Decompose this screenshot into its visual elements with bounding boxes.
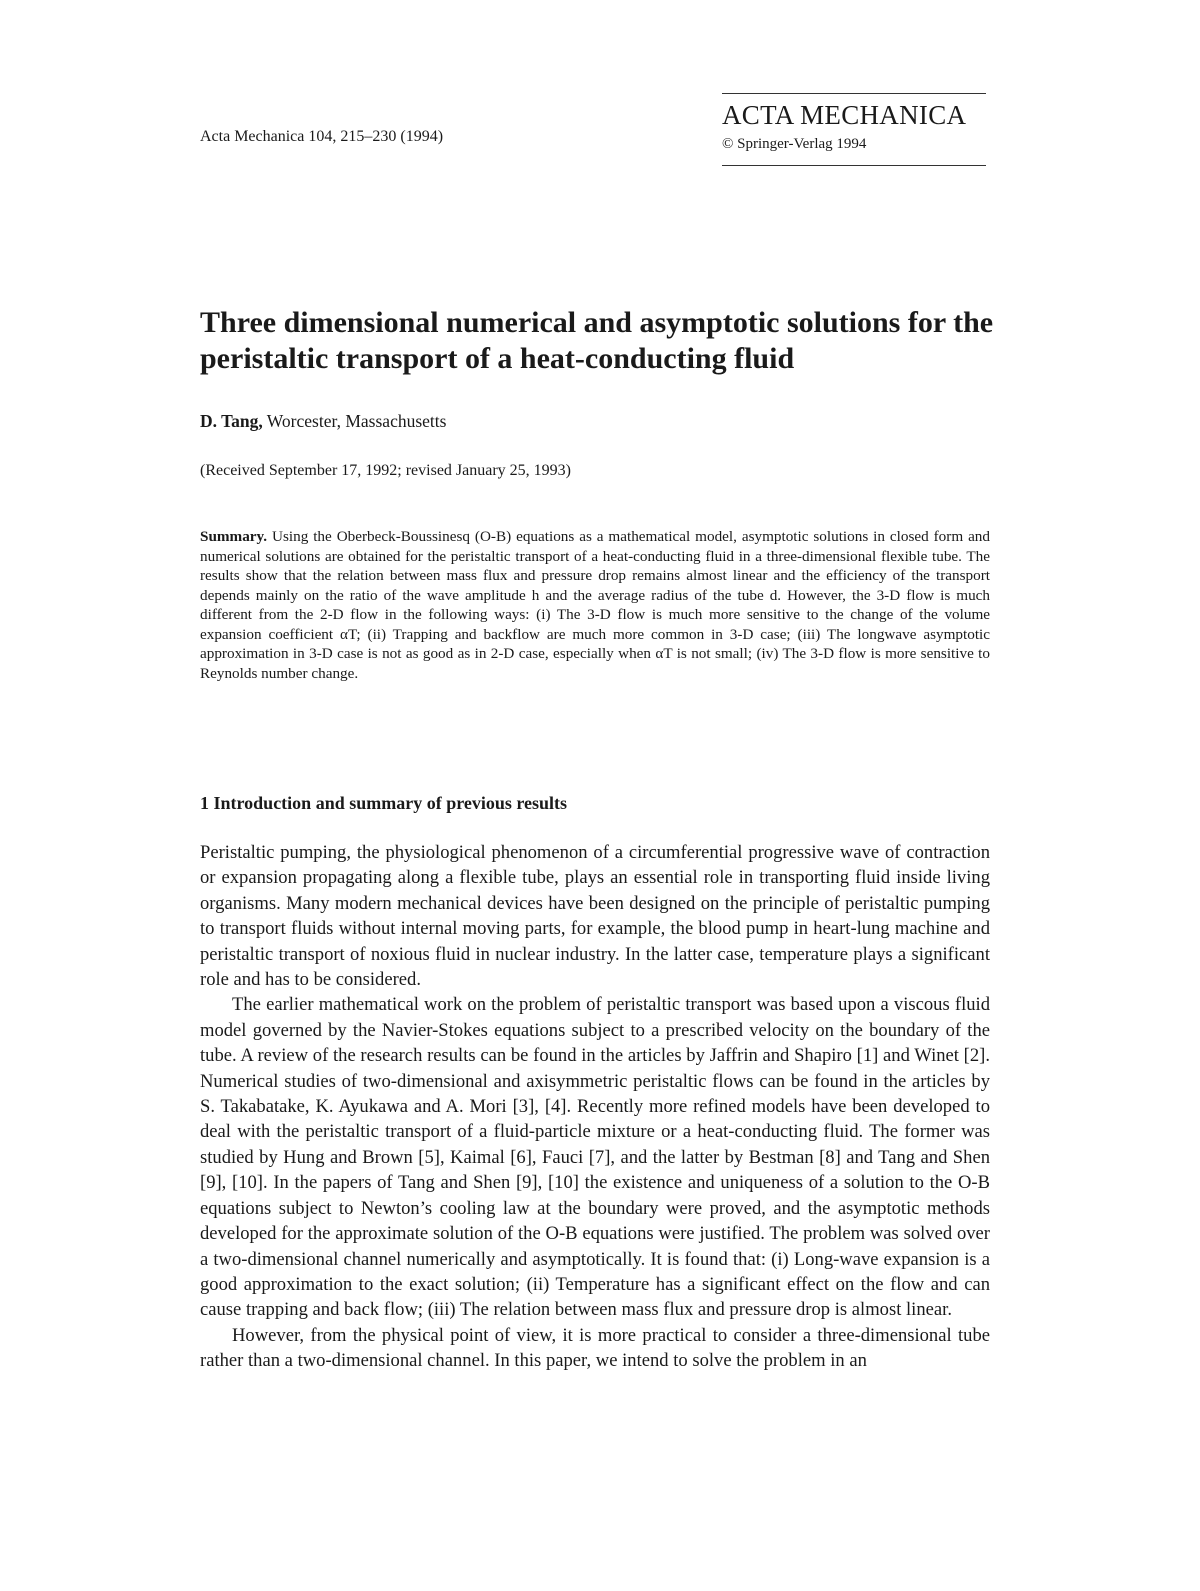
masthead-top-rule	[722, 93, 986, 94]
copyright-notice: © Springer-Verlag 1994	[722, 136, 867, 152]
body-paragraph: However, from the physical point of view, it is more practical to consider a three-dimensional tube rather than a two-dimensional channel. In this paper, we intend to solve the problem in an	[200, 1324, 990, 1372]
abstract-text: Using the Oberbeck-Boussinesq (O-B) equations as a mathematical model, asymptotic solutions in closed form and numerical solutions are obtained for the peristaltic transport of a heat-conducting fluid in a three-dimensional flexible tube. The results show that the relation between mass flux and pressure drop remains almost linear and the efficiency of the transport depends mainly on the ratio of the wave amplitude h and the average radius of the tube d. However, the 3-D flow is much different from the 2-D flow in the following ways: (i) The 3-D flow is much more sensitive to the change of the volume expansion coefficient αT; (ii) Trapping and backflow are much more common in 3-D case; (iii) The longwave asymptotic approximation in 3-D case is not as good as in 2-D case, especially when αT is not small; (iv) The 3-D flow is more sensitive to Reynolds number change.	[200, 528, 990, 682]
body-paragraph: Peristaltic pumping, the physiological phenomenon of a circumferential progressive wave of contraction or expansion propagating along a flexible tube, plays an essential role in transporting fluid inside living organisms. Many modern mechanical devices have been designed on the principle of peristaltic pumping to transport fluids without internal moving parts, for example, the blood pump in heart-lung machine and peristaltic transport of noxious fluid in nuclear industry. In the latter case, temperature plays a significant role and has to be considered.	[200, 842, 990, 991]
journal-masthead	[722, 93, 986, 166]
author-line	[200, 411, 446, 432]
author-affiliation: Worcester, Massachusetts	[262, 411, 447, 431]
section-heading: 1 Introduction and summary of previous results	[200, 793, 568, 813]
author-name: D. Tang,	[200, 411, 263, 431]
body-text	[200, 840, 990, 1374]
paper-title: Three dimensional numerical and asymptotic solutions for the peristaltic transport of a heat-conducting fluid	[200, 306, 994, 375]
masthead-bottom-rule	[722, 165, 986, 166]
abstract-label: Summary.	[200, 528, 268, 545]
journal-citation: Acta Mechanica 104, 215–230 (1994)	[200, 128, 444, 145]
body-paragraph: The earlier mathematical work on the problem of peristaltic transport was based upon a viscous fluid model governed by the Navier-Stokes equations subject to a prescribed velocity on the boundary of the tube. A review of the research results can be found in the articles by Jaffrin and Shapiro [1] and Winet [2]. Numerical studies of two-dimensional and axisymmetric peristaltic flows can be found in the articles by S. Takabatake, K. Ayukawa and A. Mori [3], [4]. Recently more refined models have been developed to deal with the peristaltic transport of a fluid-particle mixture or a heat-conducting fluid. The former was studied by Hung and Brown [5], Kaimal [6], Fauci [7], and the latter by Bestman [8] and Tang and Shen [9], [10]. In the papers of Tang and Shen [9], [10] the existence and uniqueness of a solution to the O-B equations subject to Newton’s cooling law at the boundary were proved, and the asymptotic methods developed for the approximate solution of the O-B equations were justified. The problem was solved over a two-dimensional channel numerically and asymptotically. It is found that: (i) Long-wave expansion is a good approximation to the exact solution; (ii) Temperature has a significant effect on the flow and can cause trapping and back flow; (iii) The relation between mass flux and pressure drop is almost linear.	[200, 994, 990, 1321]
journal-name: ACTA MECHANICA	[722, 100, 967, 130]
received-dates: (Received September 17, 1992; revised January 25, 1993)	[200, 462, 572, 479]
abstract	[200, 527, 990, 683]
